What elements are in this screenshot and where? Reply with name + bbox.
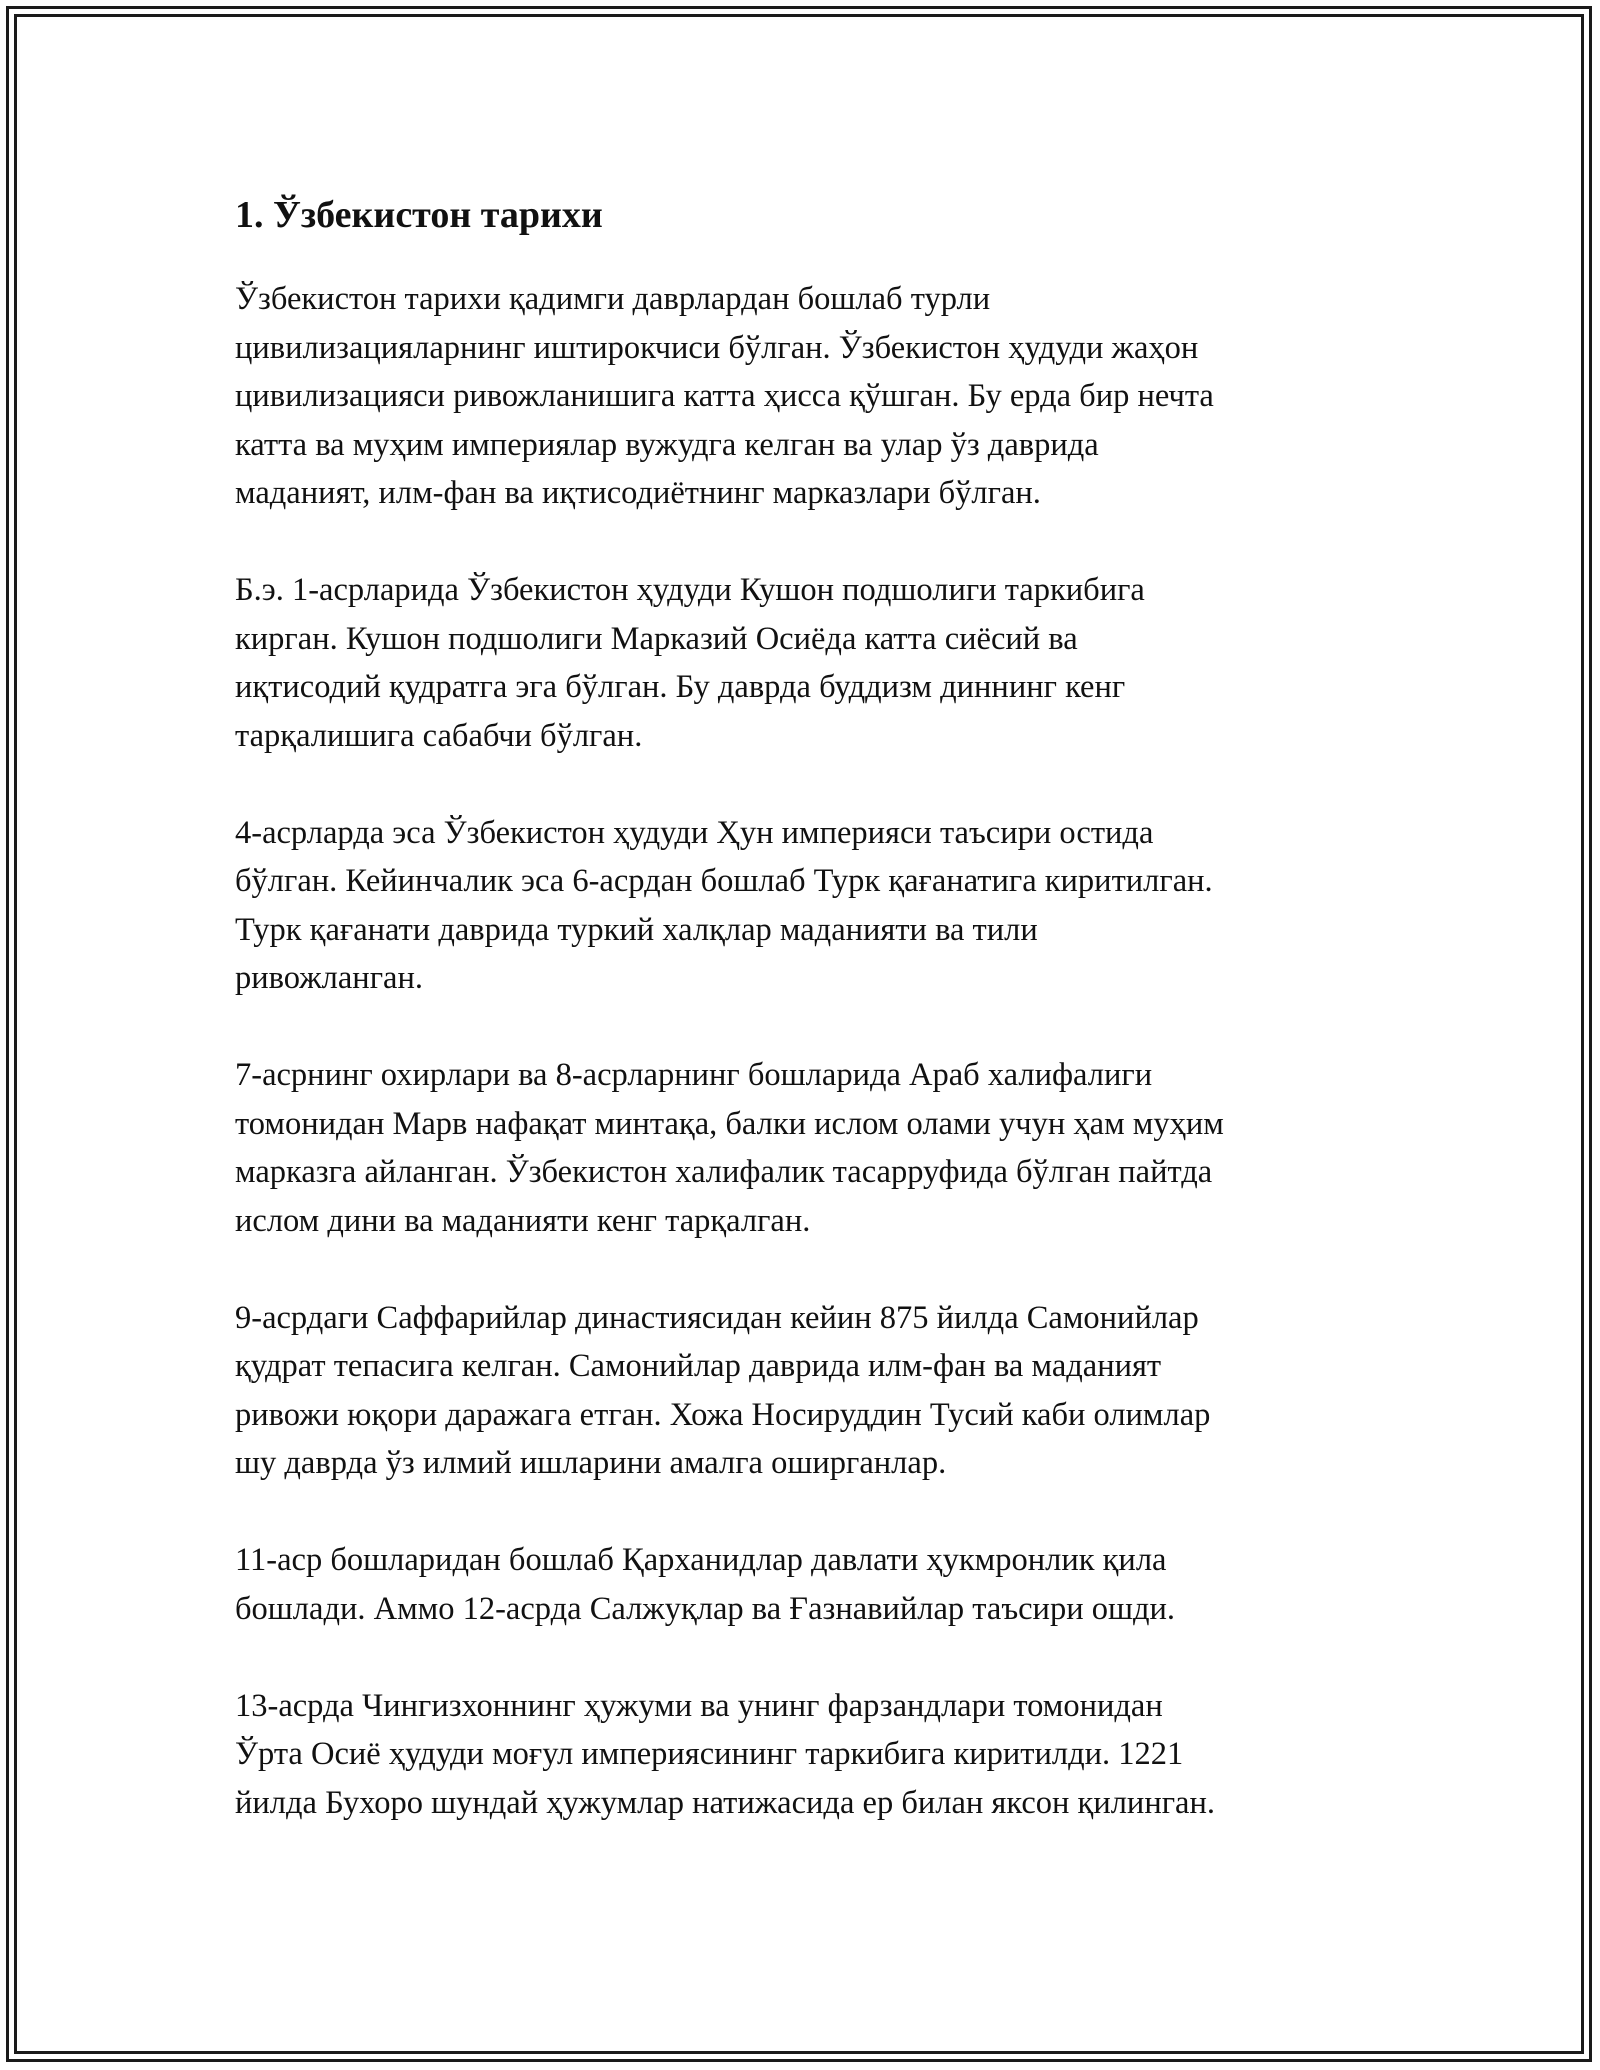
paragraph-karakhanids: 11-аср бошларидан бошлаб Қарханидлар давлати ҳукмронлик қила бошлади. Аммо 12-асрда Салжуқлар ва Ғазнавийлар таъсири ошди. (235, 1542, 1176, 1627)
paragraph-samanids: 9-асрдаги Саффарийлар династиясидан кейин 875 йилда Самонийлар қудрат тепасига келган. Самонийлар даврида илм-фан ва маданият ривожи юқори даражага етган. Хожа Носируддин Тусий каби олимлар шу даврда ўз илмий ишларини амалга оширганлар. (235, 1299, 1211, 1481)
paragraph-arab-caliphate: 7-асрнинг охирлари ва 8-асрларнинг бошларида Араб халифалиги томонидан Марв нафақат минтақа, балки ислом олами учун ҳам муҳим марказга айланган. Ўзбекистон халифалик тасарруфида бўлган пайтда ислом дини ва маданияти кенг тарқалган. (235, 1057, 1224, 1239)
paragraph-mongols: 13-асрда Чингизхоннинг ҳужуми ва унинг фарзандлари томонидан Ўрта Осиё ҳудуди моғул империясининг таркибига киритилди. 1221 йилда Бухоро шундай ҳужумлар натижасида ер билан яксон қилинган. (235, 1687, 1215, 1821)
paragraph-hun-turk: 4-асрларда эса Ўзбекистон ҳудуди Ҳун империяси таъсири остида бўлган. Кейинчалик эса 6-асрдан бошлаб Турк қағанатига киритилган. Турк қағанати даврида туркий халқлар маданияти ва тили ривожланган. (235, 814, 1213, 996)
document-body (235, 185, 1375, 1876)
paragraph-kushan: Б.э. 1-асрларида Ўзбекистон ҳудуди Кушон подшолиги таркибига кирган. Кушон подшолиги Марказий Осиёда катта сиёсий ва иқтисодий қудратга эга бўлган. Бу даврда буддизм диннинг кенг тарқалишига сабабчи бўлган. (235, 572, 1145, 754)
paragraph-intro: Ўзбекистон тарихи қадимги даврлардан бошлаб турли цивилизацияларнинг иштирокчиси бўлган. Ўзбекистон ҳудуди жаҳон цивилизацияси ривожланишига катта ҳисса қўшган. Бу ерда бир нечта катта ва муҳим империялар вужудга келган ва улар ўз даврида маданият, илм-фан ва иқтисодиётнинг марказлари бўлган. (235, 281, 1214, 511)
section-heading: 1. Ўзбекистон тарихи (235, 194, 603, 236)
